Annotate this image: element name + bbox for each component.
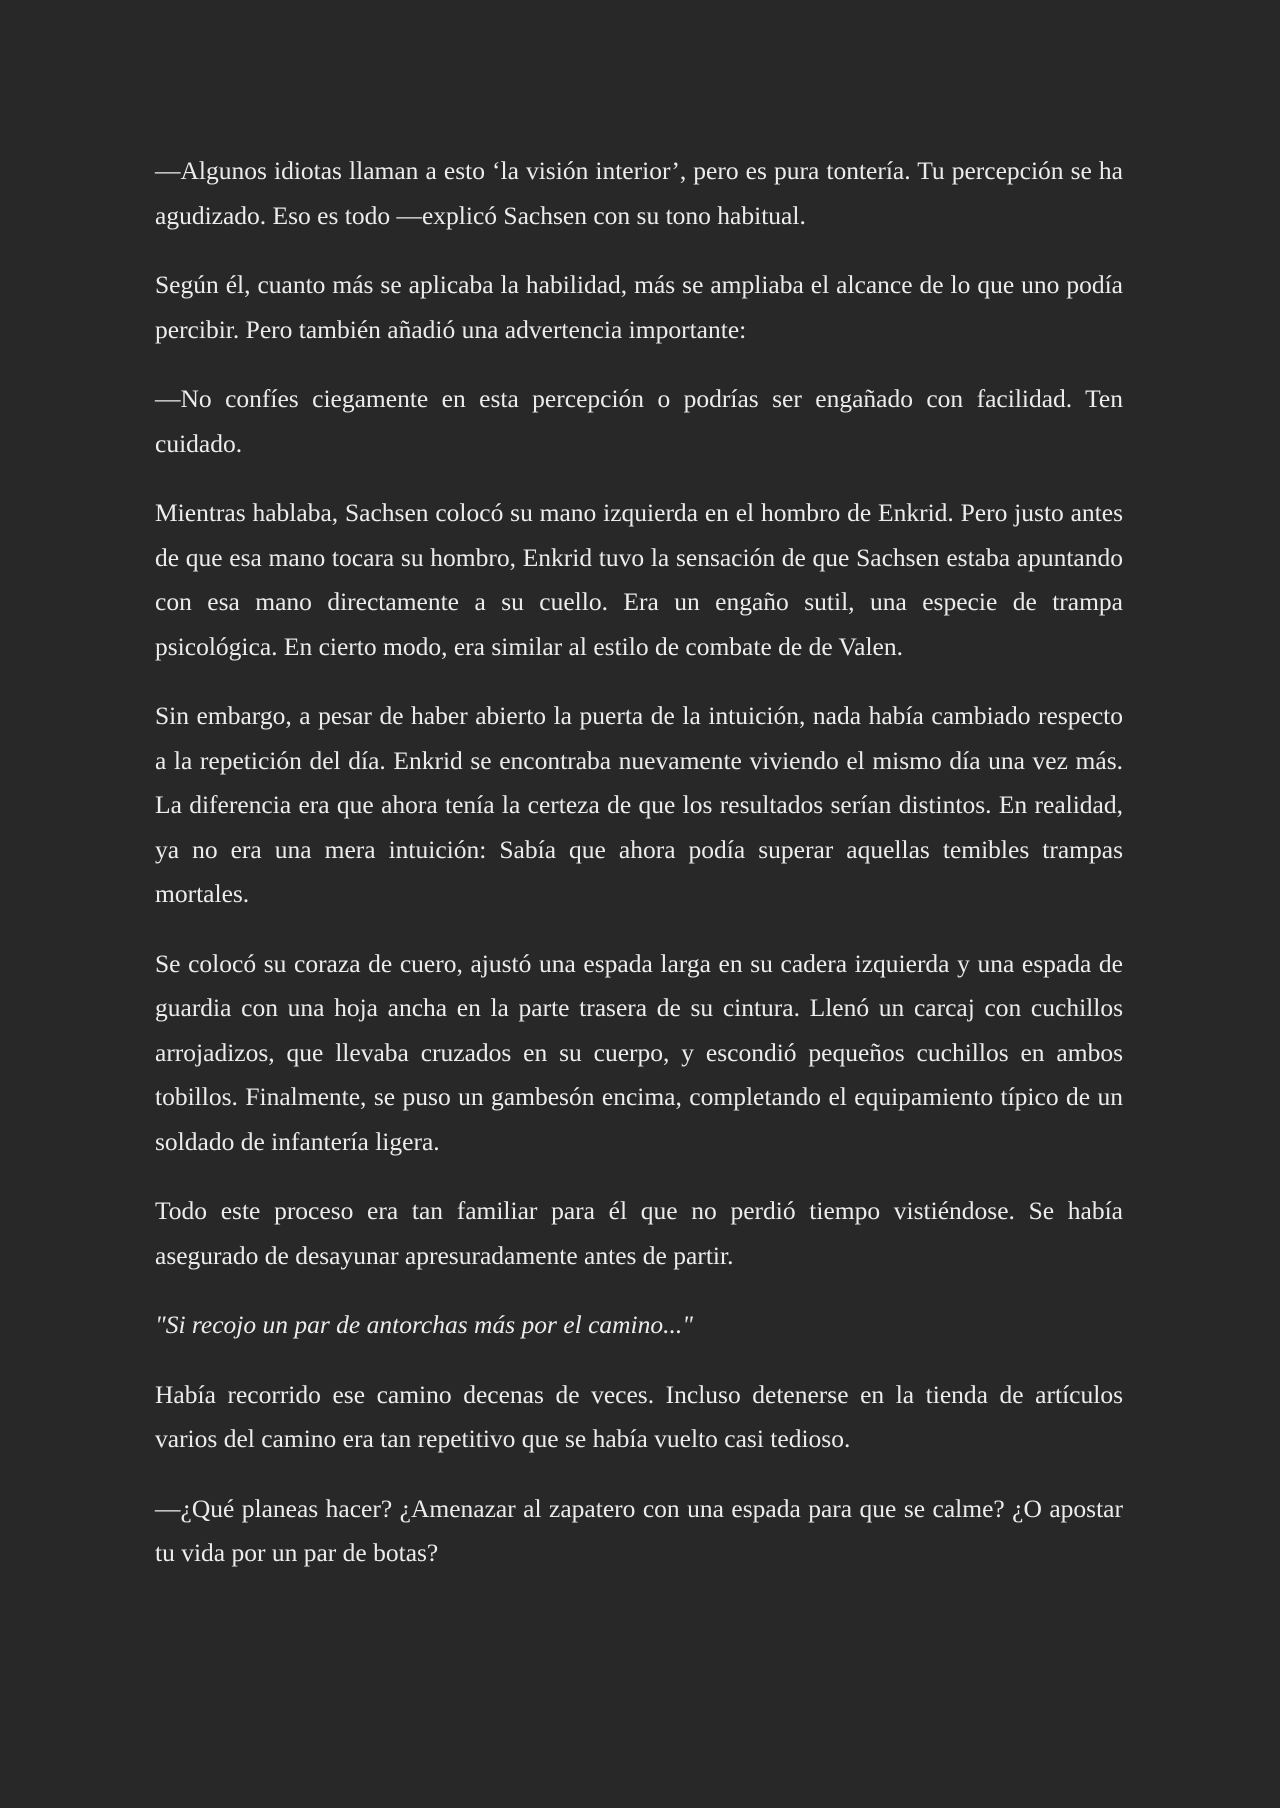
paragraph-7: Todo este proceso era tan familiar para él que no perdió tiempo vistiéndose. Se había asegurado de desayunar apresuradamente antes de partir. [155,1196,1123,1270]
paragraph-9: Había recorrido ese camino decenas de veces. Incluso detenerse en la tienda de artículos varios del camino era tan repetitivo que se había vuelto casi tedioso. [155,1379,1123,1453]
paragraph-5: Sin embargo, a pesar de haber abierto la puerta de la intuición, nada había cambiado respecto a la repetición del día. Enkrid se encontraba nuevamente viviendo el mismo día una vez más. La diferencia era que ahora tenía la certeza de que los resultados serían distintos. En realidad, ya no era una mera intuición: Sabía que ahora podía superar aquellas temibles trampas mortales. [155,701,1123,908]
paragraph-4: Mientras hablaba, Sachsen colocó su mano izquierda en el hombro de Enkrid. Pero justo antes de que esa mano tocara su hombro, Enkrid tuvo la sensación de que Sachsen estaba apuntando con esa mano directamente a su cuello. Era un engaño sutil, una especie de trampa psicológica. En cierto modo, era similar al estilo de combate de de Valen. [155,498,1123,661]
paragraph-10: —¿Qué planeas hacer? ¿Amenazar al zapatero con una espada para que se calme? ¿O apostar tu vida por un par de botas? [155,1493,1123,1567]
paragraph-2: Según él, cuanto más se aplicaba la habilidad, más se ampliaba el alcance de lo que uno podía percibir. Pero también añadió una advertencia importante: [155,270,1123,344]
paragraph-6: Se colocó su coraza de cuero, ajustó una espada larga en su cadera izquierda y una espada de guardia con una hoja ancha en la parte trasera de su cintura. Llenó un carcaj con cuchillos arrojadizos, que llevaba cruzados en su cuerpo, y escondió pequeños cuchillos en ambos tobillos. Finalmente, se puso un gambesón encima, completando el equipamiento típico de un soldado de infantería ligera. [155,948,1123,1156]
paragraph-3: —No confíes ciegamente en esta percepción o podrías ser engañado con facilidad. Ten cuidado. [155,384,1123,458]
paragraph-8-thought: "Si recojo un par de antorchas más por el camino..." [155,1310,693,1339]
paragraph-1: —Algunos idiotas llaman a esto ‘la visión interior’, pero es pura tontería. Tu percepción se ha agudizado. Eso es todo —explicó Sachsen con su tono habitual. [155,156,1123,230]
